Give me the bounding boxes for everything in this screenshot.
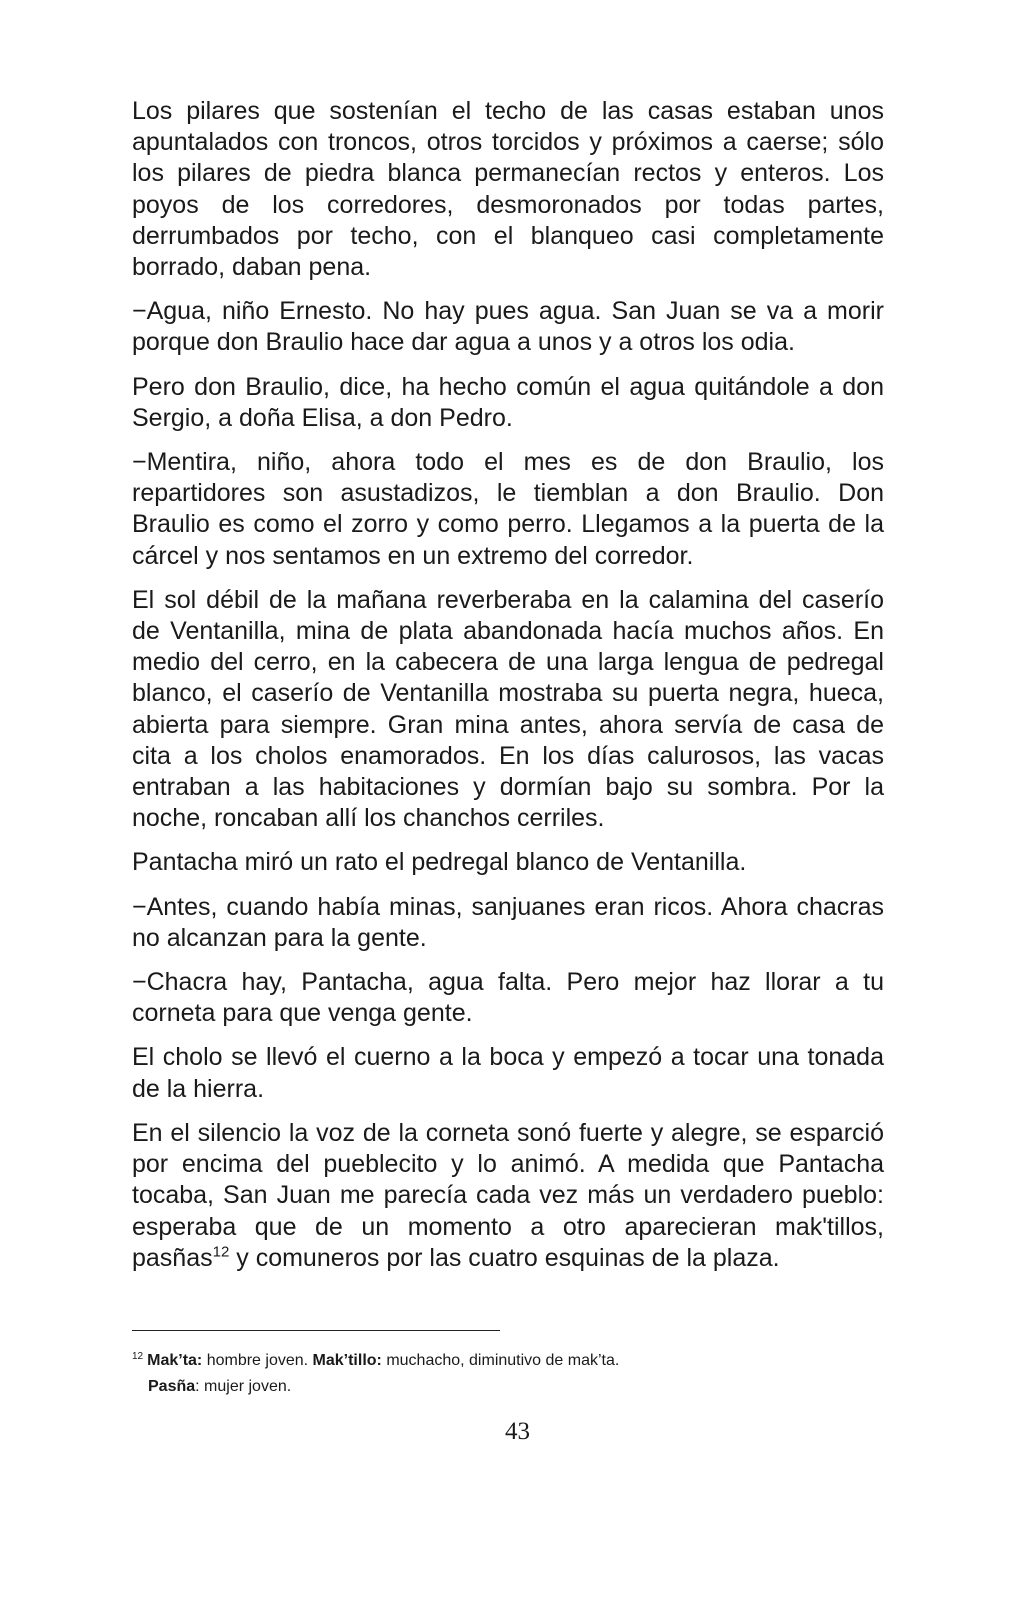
footnote-separator	[132, 1330, 500, 1331]
footnote-definition: : mujer joven.	[195, 1378, 292, 1395]
paragraph: Los pilares que sostenían el techo de las casas estaban unos apuntalados con troncos, otros torcidos y próximos a caerse; sólo los pilares de piedra blanca permanecían rectos y enteros. Los poyos de los corredores, desmoronados por todas partes, derrumbados por techo, con el blanqueo casi completamente borrado, daban pena.	[132, 97, 884, 282]
footnote-definition: hombre joven.	[202, 1352, 313, 1369]
footnote-line-2	[132, 1374, 892, 1400]
paragraph: −Agua, niño Ernesto. No hay pues agua. San Juan se va a morir porque don Braulio hace dar agua a unos y a otros los odia.	[132, 297, 884, 357]
page-number: 43	[505, 1418, 530, 1445]
footnote-term: Mak’ta:	[147, 1352, 203, 1369]
footnote-term: Mak’tillo:	[312, 1352, 382, 1369]
footnote-reference[interactable]: 12	[212, 1243, 230, 1261]
body-text	[132, 96, 884, 1287]
paragraph: −Antes, cuando había minas, sanjuanes eran ricos. Ahora chacras no alcanzan para la gente.	[132, 892, 884, 952]
paragraph: El sol débil de la mañana reverberaba en la calamina del caserío de Ventanilla, mina de plata abandonada hacía muchos años. En medio del cerro, en la cabecera de una larga lengua de pedregal blanco, el caserío de Ventanilla mostraba su puerta negra, hueca, abierta para siempre. Gran mina antes, ahora servía de casa de cita a los cholos enamorados. En los días calurosos, las vacas entraban a las habitaciones y dormían bajo su sombra. Por la noche, roncaban allí los chanchos cerriles.	[132, 585, 884, 833]
paragraph-last	[132, 1118, 884, 1274]
footnote-term: Pasña	[148, 1378, 196, 1395]
footnote-definition: muchacho, diminutivo de mak’ta.	[381, 1352, 620, 1369]
footnote-line-1	[132, 1344, 892, 1374]
paragraph: −Mentira, niño, ahora todo el mes es de don Braulio, los repartidores son asustadizos, le tiemblan a don Braulio. Don Braulio es como el zorro y como perro. Llegamos a la puerta de la cárcel y nos sentamos en un extremo del corredor.	[132, 448, 884, 570]
paragraph: Pantacha miró un rato el pedregal blanco de Ventanilla.	[132, 848, 747, 877]
paragraph: Pero don Braulio, dice, ha hecho común el agua quitándole a don Sergio, a doña Elisa, a don Pedro.	[132, 372, 884, 432]
footnote-area	[132, 1344, 892, 1400]
paragraph: El cholo se llevó el cuerno a la boca y empezó a tocar una tonada de la hierra.	[132, 1043, 884, 1103]
footnote-number: 12	[132, 1351, 144, 1362]
paragraph: −Chacra hay, Pantacha, agua falta. Pero mejor haz llorar a tu corneta para que venga gente.	[132, 968, 884, 1028]
paragraph-text-end: y comuneros por las cuatro esquinas de la plaza.	[229, 1243, 780, 1272]
paragraph-text: En el silencio la voz de la corneta sonó fuerte y alegre, se esparció por encima del pueblecito y lo animó. A medida que Pantacha tocaba, San Juan me parecía cada vez más un verdadero pueblo: esperaba que de un momento a otro aparecieran mak'tillos, pasñas	[132, 1118, 884, 1272]
